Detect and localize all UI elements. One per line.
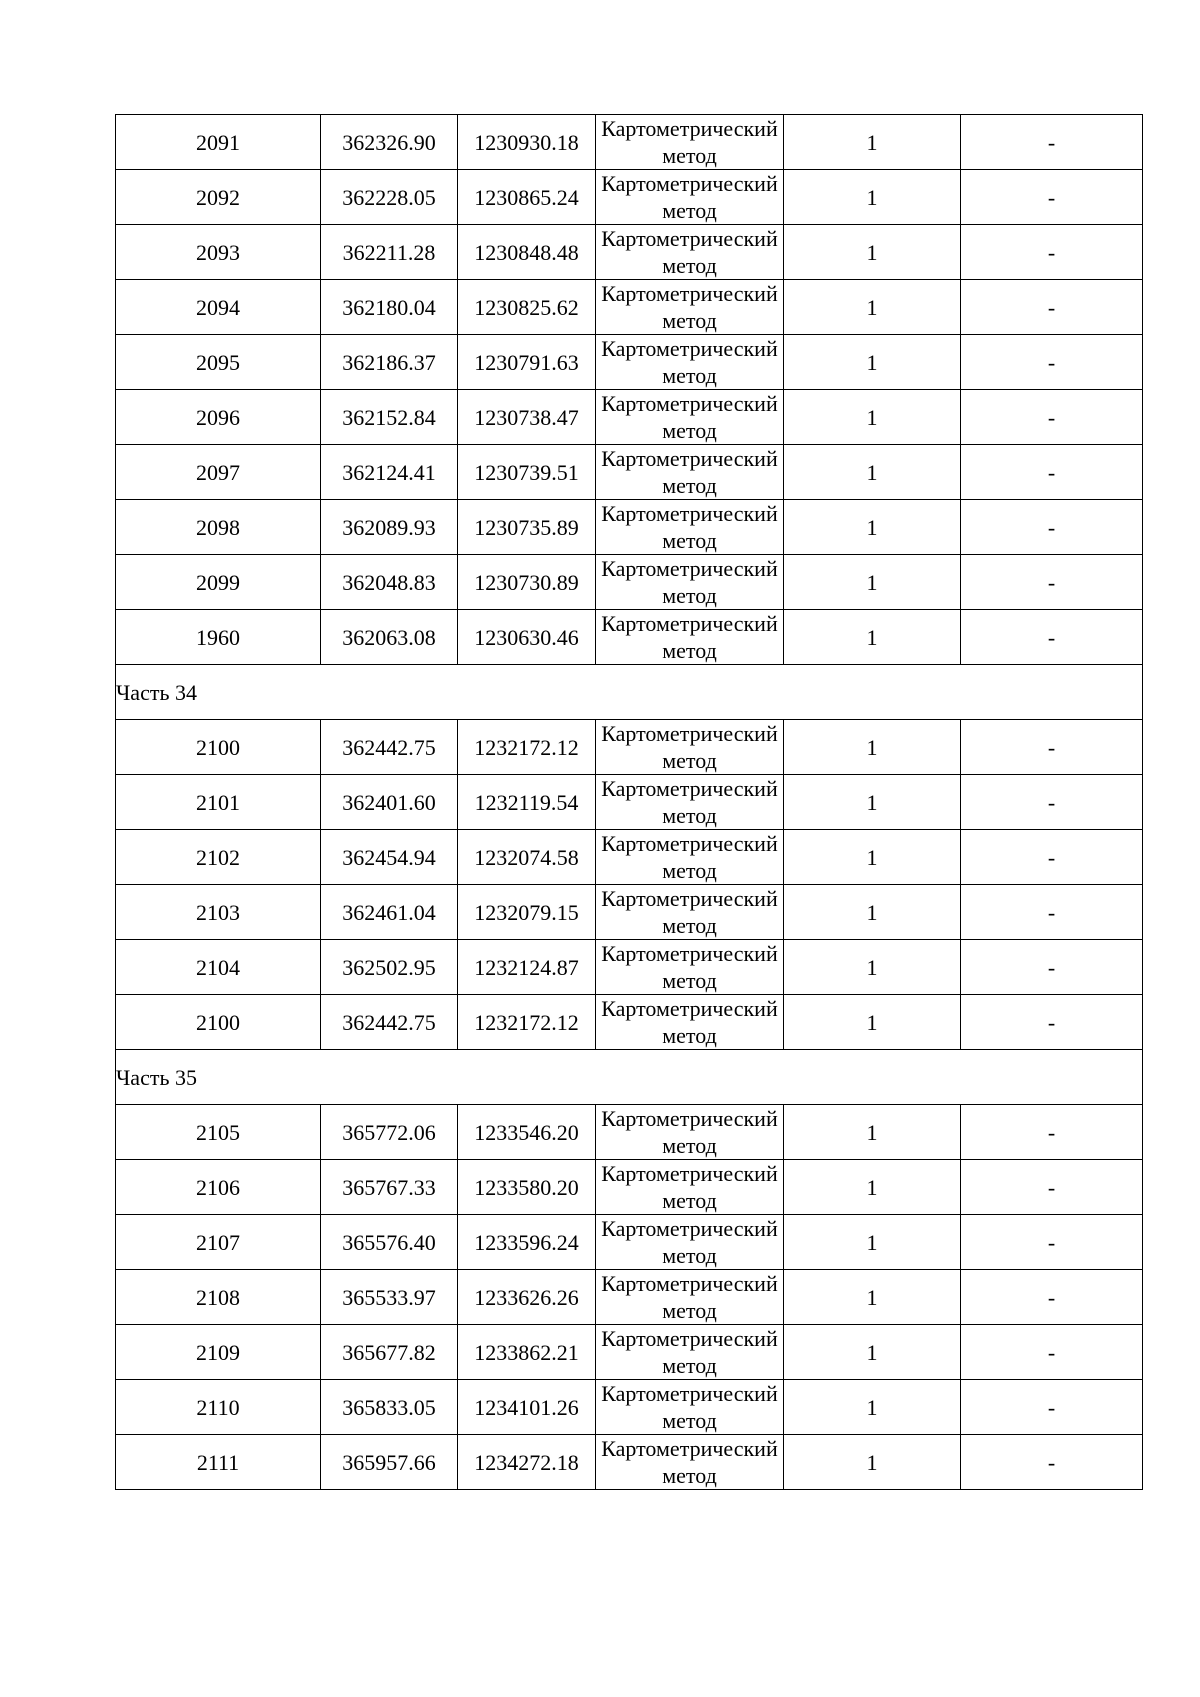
point-number-cell: 2107: [116, 1215, 321, 1270]
method-cell: Картометрический метод: [596, 885, 784, 940]
x-coordinate-cell: 362461.04: [321, 885, 458, 940]
table-row: [116, 885, 1143, 940]
accuracy-cell: 1: [784, 555, 961, 610]
section-header-row: [116, 1050, 1143, 1105]
x-coordinate-cell: 362063.08: [321, 610, 458, 665]
x-coordinate-cell: 362502.95: [321, 940, 458, 995]
accuracy-cell: 1: [784, 940, 961, 995]
table-row: [116, 445, 1143, 500]
note-cell: -: [961, 390, 1143, 445]
note-cell: -: [961, 1435, 1143, 1490]
y-coordinate-cell: 1233546.20: [458, 1105, 596, 1160]
table-row: [116, 115, 1143, 170]
table-row: [116, 335, 1143, 390]
y-coordinate-cell: 1230735.89: [458, 500, 596, 555]
x-coordinate-cell: 362228.05: [321, 170, 458, 225]
table-row: [116, 720, 1143, 775]
accuracy-cell: 1: [784, 1380, 961, 1435]
x-coordinate-cell: 365957.66: [321, 1435, 458, 1490]
note-cell: -: [961, 170, 1143, 225]
y-coordinate-cell: 1230739.51: [458, 445, 596, 500]
accuracy-cell: 1: [784, 1160, 961, 1215]
x-coordinate-cell: 365767.33: [321, 1160, 458, 1215]
note-cell: -: [961, 1105, 1143, 1160]
note-cell: -: [961, 280, 1143, 335]
point-number-cell: 2106: [116, 1160, 321, 1215]
point-number-cell: 2096: [116, 390, 321, 445]
y-coordinate-cell: 1232172.12: [458, 995, 596, 1050]
method-cell: Картометрический метод: [596, 720, 784, 775]
section-title: Часть 34: [116, 665, 1143, 720]
table-row: [116, 170, 1143, 225]
point-number-cell: 2103: [116, 885, 321, 940]
y-coordinate-cell: 1230825.62: [458, 280, 596, 335]
x-coordinate-cell: 362180.04: [321, 280, 458, 335]
x-coordinate-cell: 362326.90: [321, 115, 458, 170]
method-cell: Картометрический метод: [596, 610, 784, 665]
y-coordinate-cell: 1233596.24: [458, 1215, 596, 1270]
method-cell: Картометрический метод: [596, 280, 784, 335]
table-row: [116, 225, 1143, 280]
method-cell: Картометрический метод: [596, 390, 784, 445]
point-number-cell: 2109: [116, 1325, 321, 1380]
point-number-cell: 2110: [116, 1380, 321, 1435]
y-coordinate-cell: 1230791.63: [458, 335, 596, 390]
table-row: [116, 610, 1143, 665]
method-cell: Картометрический метод: [596, 995, 784, 1050]
point-number-cell: 2102: [116, 830, 321, 885]
point-number-cell: 2104: [116, 940, 321, 995]
accuracy-cell: 1: [784, 335, 961, 390]
accuracy-cell: 1: [784, 885, 961, 940]
accuracy-cell: 1: [784, 1435, 961, 1490]
note-cell: -: [961, 555, 1143, 610]
accuracy-cell: 1: [784, 390, 961, 445]
method-cell: Картометрический метод: [596, 500, 784, 555]
table-row: [116, 390, 1143, 445]
coordinates-table-body: [116, 115, 1143, 1490]
y-coordinate-cell: 1232074.58: [458, 830, 596, 885]
point-number-cell: 2092: [116, 170, 321, 225]
x-coordinate-cell: 362048.83: [321, 555, 458, 610]
point-number-cell: 2105: [116, 1105, 321, 1160]
x-coordinate-cell: 365533.97: [321, 1270, 458, 1325]
method-cell: Картометрический метод: [596, 1270, 784, 1325]
y-coordinate-cell: 1233580.20: [458, 1160, 596, 1215]
accuracy-cell: 1: [784, 115, 961, 170]
point-number-cell: 2098: [116, 500, 321, 555]
note-cell: -: [961, 1160, 1143, 1215]
table-row: [116, 940, 1143, 995]
y-coordinate-cell: 1233626.26: [458, 1270, 596, 1325]
y-coordinate-cell: 1233862.21: [458, 1325, 596, 1380]
table-row: [116, 1215, 1143, 1270]
point-number-cell: 2100: [116, 720, 321, 775]
y-coordinate-cell: 1232079.15: [458, 885, 596, 940]
method-cell: Картометрический метод: [596, 1105, 784, 1160]
accuracy-cell: 1: [784, 1105, 961, 1160]
accuracy-cell: 1: [784, 995, 961, 1050]
y-coordinate-cell: 1230738.47: [458, 390, 596, 445]
method-cell: Картометрический метод: [596, 555, 784, 610]
accuracy-cell: 1: [784, 830, 961, 885]
note-cell: -: [961, 1215, 1143, 1270]
y-coordinate-cell: 1230730.89: [458, 555, 596, 610]
point-number-cell: 2095: [116, 335, 321, 390]
x-coordinate-cell: 362401.60: [321, 775, 458, 830]
accuracy-cell: 1: [784, 610, 961, 665]
accuracy-cell: 1: [784, 1325, 961, 1380]
note-cell: -: [961, 1270, 1143, 1325]
method-cell: Картометрический метод: [596, 335, 784, 390]
y-coordinate-cell: 1230848.48: [458, 225, 596, 280]
y-coordinate-cell: 1234272.18: [458, 1435, 596, 1490]
accuracy-cell: 1: [784, 500, 961, 555]
accuracy-cell: 1: [784, 170, 961, 225]
method-cell: Картометрический метод: [596, 115, 784, 170]
point-number-cell: 2091: [116, 115, 321, 170]
point-number-cell: 2097: [116, 445, 321, 500]
x-coordinate-cell: 362186.37: [321, 335, 458, 390]
table-row: [116, 555, 1143, 610]
method-cell: Картометрический метод: [596, 225, 784, 280]
table-row: [116, 280, 1143, 335]
x-coordinate-cell: 362152.84: [321, 390, 458, 445]
table-row: [116, 830, 1143, 885]
method-cell: Картометрический метод: [596, 170, 784, 225]
accuracy-cell: 1: [784, 720, 961, 775]
point-number-cell: 1960: [116, 610, 321, 665]
table-row: [116, 995, 1143, 1050]
method-cell: Картометрический метод: [596, 775, 784, 830]
section-title: Часть 35: [116, 1050, 1143, 1105]
point-number-cell: 2101: [116, 775, 321, 830]
x-coordinate-cell: 365833.05: [321, 1380, 458, 1435]
y-coordinate-cell: 1230630.46: [458, 610, 596, 665]
y-coordinate-cell: 1230930.18: [458, 115, 596, 170]
x-coordinate-cell: 365772.06: [321, 1105, 458, 1160]
x-coordinate-cell: 362089.93: [321, 500, 458, 555]
x-coordinate-cell: 365576.40: [321, 1215, 458, 1270]
table-row: [116, 1270, 1143, 1325]
table-row: [116, 1435, 1143, 1490]
point-number-cell: 2094: [116, 280, 321, 335]
x-coordinate-cell: 362124.41: [321, 445, 458, 500]
method-cell: Картометрический метод: [596, 1435, 784, 1490]
note-cell: -: [961, 830, 1143, 885]
method-cell: Картометрический метод: [596, 1160, 784, 1215]
x-coordinate-cell: 362211.28: [321, 225, 458, 280]
note-cell: -: [961, 225, 1143, 280]
accuracy-cell: 1: [784, 1215, 961, 1270]
x-coordinate-cell: 362454.94: [321, 830, 458, 885]
y-coordinate-cell: 1230865.24: [458, 170, 596, 225]
accuracy-cell: 1: [784, 280, 961, 335]
x-coordinate-cell: 362442.75: [321, 995, 458, 1050]
accuracy-cell: 1: [784, 1270, 961, 1325]
method-cell: Картометрический метод: [596, 445, 784, 500]
y-coordinate-cell: 1232172.12: [458, 720, 596, 775]
method-cell: Картометрический метод: [596, 830, 784, 885]
note-cell: -: [961, 1325, 1143, 1380]
table-row: [116, 500, 1143, 555]
x-coordinate-cell: 362442.75: [321, 720, 458, 775]
y-coordinate-cell: 1232124.87: [458, 940, 596, 995]
note-cell: -: [961, 885, 1143, 940]
coordinates-table: [115, 114, 1143, 1490]
point-number-cell: 2099: [116, 555, 321, 610]
note-cell: -: [961, 720, 1143, 775]
method-cell: Картометрический метод: [596, 1215, 784, 1270]
point-number-cell: 2093: [116, 225, 321, 280]
section-header-row: [116, 665, 1143, 720]
method-cell: Картометрический метод: [596, 1380, 784, 1435]
table-row: [116, 775, 1143, 830]
y-coordinate-cell: 1234101.26: [458, 1380, 596, 1435]
note-cell: -: [961, 500, 1143, 555]
note-cell: -: [961, 115, 1143, 170]
note-cell: -: [961, 445, 1143, 500]
note-cell: -: [961, 335, 1143, 390]
table-row: [116, 1160, 1143, 1215]
table-row: [116, 1380, 1143, 1435]
note-cell: -: [961, 610, 1143, 665]
point-number-cell: 2111: [116, 1435, 321, 1490]
accuracy-cell: 1: [784, 445, 961, 500]
note-cell: -: [961, 775, 1143, 830]
y-coordinate-cell: 1232119.54: [458, 775, 596, 830]
note-cell: -: [961, 940, 1143, 995]
accuracy-cell: 1: [784, 775, 961, 830]
note-cell: -: [961, 1380, 1143, 1435]
point-number-cell: 2100: [116, 995, 321, 1050]
accuracy-cell: 1: [784, 225, 961, 280]
table-row: [116, 1325, 1143, 1380]
point-number-cell: 2108: [116, 1270, 321, 1325]
note-cell: -: [961, 995, 1143, 1050]
method-cell: Картометрический метод: [596, 1325, 784, 1380]
method-cell: Картометрический метод: [596, 940, 784, 995]
x-coordinate-cell: 365677.82: [321, 1325, 458, 1380]
table-row: [116, 1105, 1143, 1160]
